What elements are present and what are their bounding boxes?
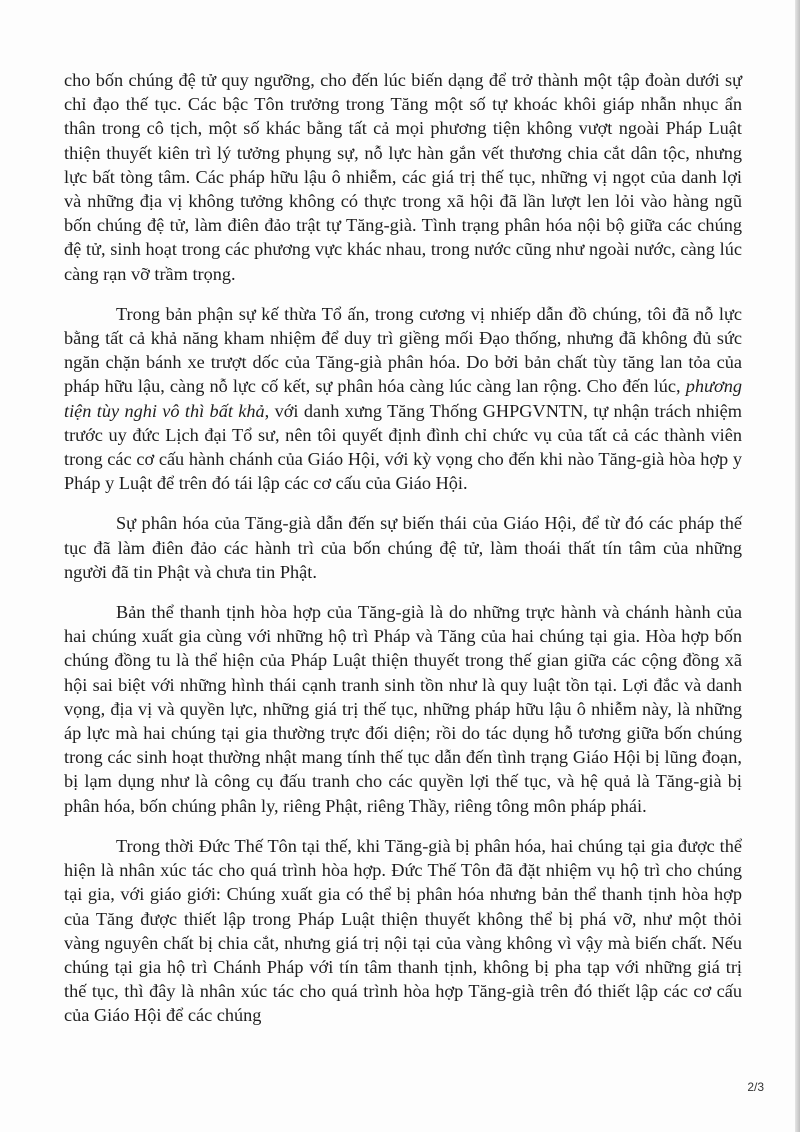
paragraph-2-italic-phrase: phương tiện tùy nghi vô thì bất khả [64,376,742,421]
paragraph-2-text-start: Trong bản phận sự kế thừa Tổ ấn, trong cương vị nhiếp dẫn đồ chúng, tôi đã nỗ lực bằng tất cả khả năng kham nhiệm để duy trì giềng mối Đạo thống, nhưng đã không đủ sức ngăn chặn bánh xe trượt dốc của Tăng-già phân hóa. Do bởi bản chất tùy tăng lan tỏa của pháp hữu lậu, càng nỗ lực cố kết, sự phân hóa càng lúc càng lan rộng. Cho đến lúc, [64,303,742,397]
paragraph-4: Bản thể thanh tịnh hòa hợp của Tăng-già là do những trực hành và chánh hành của hai chúng xuất gia cùng với những hộ trì Pháp và Tăng của hai chúng tại gia. Hòa hợp bốn chúng đồng tu là thể hiện của Pháp Luật thiện thuyết trong thế gian giữa các cộng đồng xã hội sai biệt với những hình thái cạnh tranh sinh tồn như là quy luật tồn tại. Lợi đắc và danh vọng, địa vị và quyền lực, những giá trị thế tục, những pháp hữu lậu ô nhiễm này, là những áp lực mà hai chúng tại gia thường trực đối diện; rồi do tác dụng hỗ tương giữa bốn chúng trong các sinh hoạt thường nhật mang tính thế tục dẫn đến tình trạng Giáo Hội bị lũng đoạn, bị lạm dụng như là công cụ đấu tranh cho các quyền lợi thế tục, và hệ quả là Tăng-già bị phân hóa, bốn chúng phân ly, riêng Phật, riêng Thầy, riêng tông môn pháp phái. [64,602,742,816]
paragraph-2 [64,302,742,496]
scan-edge-shadow [795,0,800,1132]
paragraph-1: cho bốn chúng đệ tử quy ngưỡng, cho đến lúc biến dạng để trở thành một tập đoàn dưới sự chỉ đạo thế tục. Các bậc Tôn trưởng trong Tăng một số tự khoác khôi giáp nhẫn nhục ẩn thân trong cô tịch, một số khác bằng tất cả mọi phương tiện không vượt ngoài Pháp Luật thiện thuyết kiên trì lý tưởng phụng sự, nỗ lực hàn gắn vết thương chia cắt dân tộc, nhưng lực bất tòng tâm. Các pháp hữu lậu ô nhiễm, các giá trị thế tục, những vị ngọt của danh lợi và những địa vị không tưởng không có thực trong xã hội đã lần lượt len lỏi vào hàng ngũ bốn chúng đệ tử, làm điên đảo trật tự Tăng-già. Tình trạng phân hóa nội bộ giữa các chúng đệ tử, sinh hoạt trong các phương vực khác nhau, trong nước cũng như ngoài nước, càng lúc càng rạn vỡ trầm trọng. [64,70,742,284]
document-body [64,68,742,1028]
paragraph-3: Sự phân hóa của Tăng-già dẫn đến sự biến thái của Giáo Hội, để từ đó các pháp thế tục đã làm điên đảo các hành trì của bốn chúng đệ tử, làm thoái thất tín tâm của những người đã tin Phật và chưa tin Phật. [64,513,742,582]
paragraph-5: Trong thời Đức Thế Tôn tại thế, khi Tăng-già bị phân hóa, hai chúng tại gia được thể hiện là nhân xúc tác cho quá trình hòa hợp. Đức Thế Tôn đã đặt nhiệm vụ hộ trì cho chúng tại gia, với giáo giới: Chúng xuất gia có thể bị phân hóa nhưng bản thể thanh tịnh hòa hợp của Tăng được thiết lập trong Pháp Luật thiện thuyết không thể bị phá vỡ, như một thỏi vàng nguyên chất bị chia cắt, nhưng giá trị nội tại của vàng không vì vậy mà biến chất. Nếu chúng tại gia hộ trì Chánh Pháp với tín tâm thanh tịnh, không bị pha tạp với những giá trị thế tục, thì đây là nhân xúc tác cho quá trình hòa hợp Tăng-già trên đó thiết lập các cơ cấu của Giáo Hội để các chúng [64,835,742,1026]
page-number: 2/3 [747,1080,764,1094]
paragraph-2-text-end: , với danh xưng Tăng Thống GHPGVNTN, tự nhận trách nhiệm trước uy đức Lịch đại Tổ sư, nên tôi quyết định đình chỉ chức vụ của tất cả các thành viên trong các cơ cấu hành chánh của Giáo Hội, với kỳ vọng cho đến khi nào Tăng-già hòa hợp y Pháp y Luật để trên đó tái lập các cơ cấu của Giáo Hội. [64,400,743,494]
